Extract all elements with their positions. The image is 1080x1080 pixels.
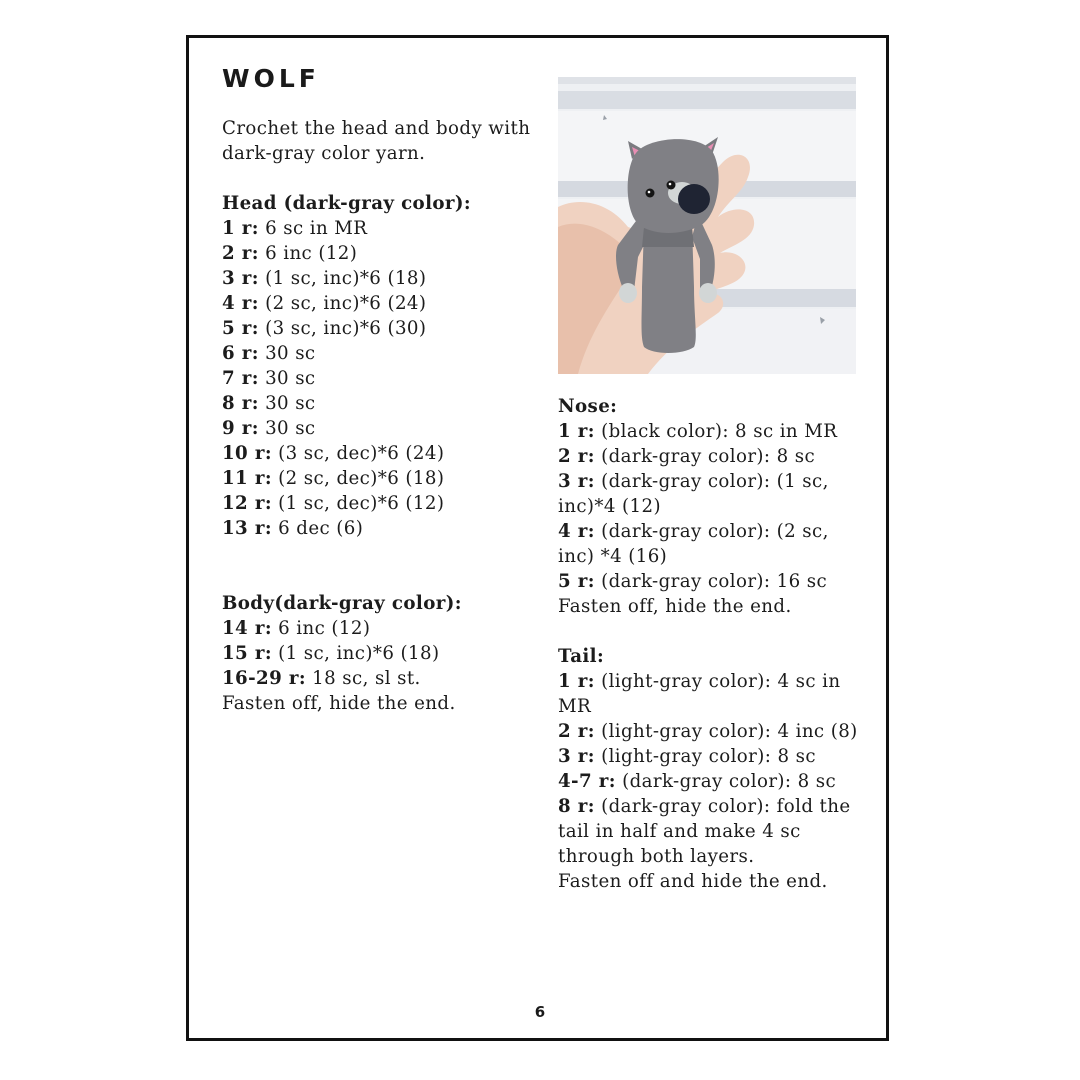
row-label: 1 r: (222, 218, 259, 239)
row-text: (2 sc, inc)*6 (24) (258, 293, 427, 314)
nose-heading: Nose: (558, 396, 618, 417)
head-row (222, 316, 542, 341)
row-label: 7 r: (222, 368, 259, 389)
intro-text: Crochet the head and body with dark-gray color yarn. (222, 118, 531, 164)
row-label: 9 r: (222, 418, 259, 439)
nose-finish-text: Fasten off, hide the end. (558, 596, 792, 617)
nose-row (558, 444, 863, 469)
row-label: 12 r: (222, 493, 272, 514)
row-text: (light-gray color): 4 inc (8) (594, 721, 858, 742)
row-label: 14 r: (222, 618, 272, 639)
row-label: 15 r: (222, 643, 272, 664)
row-label: 4 r: (222, 293, 259, 314)
row-text: (dark-gray color): (1 sc, inc)*4 (12) (558, 471, 829, 517)
row-label: 4-7 r: (558, 771, 616, 792)
nose-row (558, 419, 863, 444)
row-label: 16-29 r: (222, 668, 306, 689)
head-row (222, 216, 542, 241)
row-text: (black color): 8 sc in MR (594, 421, 838, 442)
row-text: 18 sc, sl st. (306, 668, 421, 689)
row-label: 2 r: (222, 243, 259, 264)
left-column (222, 116, 542, 716)
row-label: 1 r: (558, 671, 595, 692)
row-label: 10 r: (222, 443, 272, 464)
row-text: 30 sc (258, 343, 316, 364)
row-text: (light-gray color): 8 sc (594, 746, 816, 767)
row-text: (light-gray color): 4 sc in MR (558, 671, 841, 717)
body-row (222, 666, 542, 691)
head-row (222, 341, 542, 366)
nose-row (558, 469, 863, 519)
tail-finish-text: Fasten off and hide the end. (558, 871, 828, 892)
wolf-toy-photo (558, 77, 856, 374)
page-number: 6 (534, 1003, 546, 1021)
tail-row (558, 719, 863, 744)
row-text: (1 sc, inc)*6 (18) (258, 268, 427, 289)
row-text: 30 sc (258, 418, 316, 439)
head-heading: Head (dark-gray color): (222, 193, 472, 214)
tail-heading: Tail: (558, 646, 605, 667)
row-label: 11 r: (222, 468, 272, 489)
row-text: (2 sc, dec)*6 (18) (271, 468, 445, 489)
head-row (222, 266, 542, 291)
row-label: 8 r: (222, 393, 259, 414)
row-label: 5 r: (222, 318, 259, 339)
nose-row (558, 569, 863, 594)
head-row (222, 391, 542, 416)
tail-row (558, 669, 863, 719)
row-text: (1 sc, dec)*6 (12) (271, 493, 445, 514)
head-row (222, 241, 542, 266)
row-text: (dark-gray color): 8 sc (615, 771, 837, 792)
body-row (222, 616, 542, 641)
body-heading: Body(dark-gray color): (222, 593, 462, 614)
row-text: (dark-gray color): fold the tail in half and make 4 sc through both layers. (558, 796, 851, 867)
row-text: (dark-gray color): 8 sc (594, 446, 816, 467)
row-text: 6 inc (12) (271, 618, 371, 639)
head-row (222, 366, 542, 391)
row-label: 6 r: (222, 343, 259, 364)
row-label: 2 r: (558, 446, 595, 467)
page-title: WOLF (222, 64, 320, 93)
row-label: 1 r: (558, 421, 595, 442)
row-text: (dark-gray color): (2 sc, inc) *4 (16) (558, 521, 829, 567)
body-row (222, 641, 542, 666)
row-text: 30 sc (258, 368, 316, 389)
right-column (558, 394, 863, 894)
row-text: 6 inc (12) (258, 243, 358, 264)
row-text: 6 sc in MR (258, 218, 368, 239)
head-row (222, 441, 542, 466)
row-label: 8 r: (558, 796, 595, 817)
row-text: (1 sc, inc)*6 (18) (271, 643, 440, 664)
row-label: 2 r: (558, 721, 595, 742)
tail-row (558, 769, 863, 794)
head-row (222, 466, 542, 491)
row-label: 3 r: (222, 268, 259, 289)
nose-row (558, 519, 863, 569)
row-label: 4 r: (558, 521, 595, 542)
head-row (222, 516, 542, 541)
row-label: 3 r: (558, 746, 595, 767)
row-text: 6 dec (6) (271, 518, 364, 539)
body-finish-text: Fasten off, hide the end. (222, 693, 456, 714)
row-label: 13 r: (222, 518, 272, 539)
tail-row (558, 744, 863, 769)
row-text: (3 sc, dec)*6 (24) (271, 443, 445, 464)
row-text: (3 sc, inc)*6 (30) (258, 318, 427, 339)
row-label: 5 r: (558, 571, 595, 592)
row-label: 3 r: (558, 471, 595, 492)
tail-row (558, 794, 863, 869)
row-text: 30 sc (258, 393, 316, 414)
head-row (222, 491, 542, 516)
row-text: (dark-gray color): 16 sc (594, 571, 828, 592)
head-row (222, 291, 542, 316)
head-row (222, 416, 542, 441)
